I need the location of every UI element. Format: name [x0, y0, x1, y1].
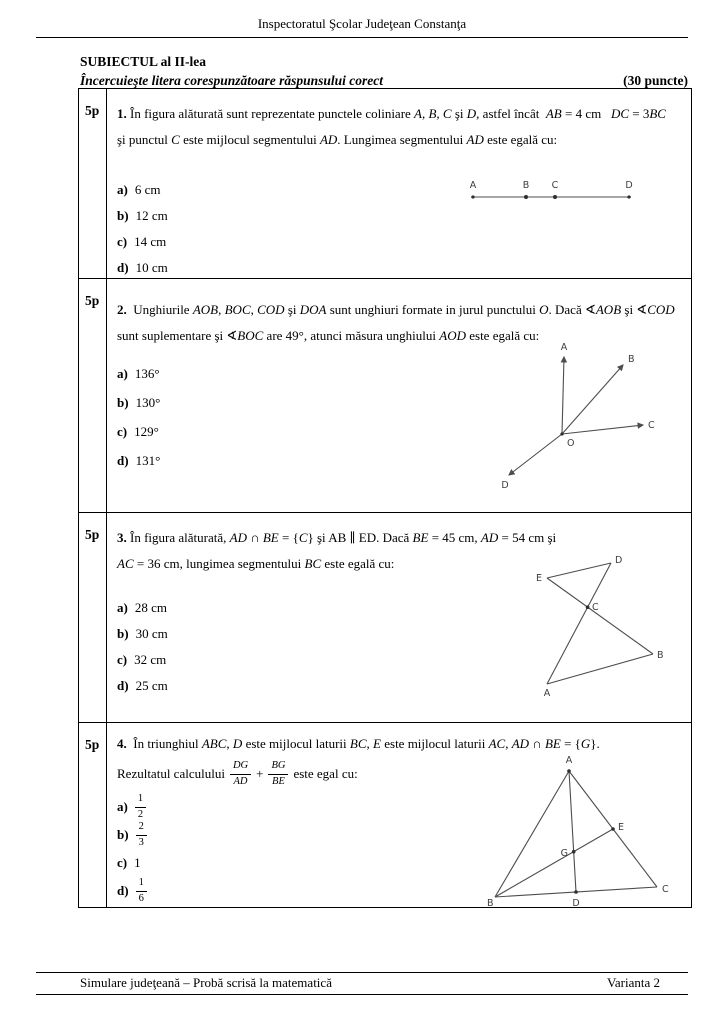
footer-exam-name: Simulare judeţeană – Probă scrisă la matematică	[80, 975, 332, 990]
fig4-label-e: E	[618, 822, 625, 833]
subject-points: (30 puncte)	[623, 73, 688, 88]
question-1-text-line-1: 1. În figura alăturată sunt reprezentate punctele coliniare A, B, C şi D, astfel încât AB = 4 cm DC = 3BC	[117, 106, 666, 121]
q4-fraction-2	[268, 760, 288, 787]
institution-name: Inspectoratul Şcolar Judeţean Constanţa	[257, 16, 467, 31]
figure-collinear-points	[465, 177, 637, 205]
fig2-label-c: C	[648, 420, 655, 431]
fig3-label-e: E	[535, 573, 542, 584]
fraction-numerator: 1	[136, 877, 147, 891]
question-4-text-line-1: 4. În triunghiul ABC, D este mijlocul laturii BC, E este mijlocul laturii AC, AD ∩ BE = {G}.	[117, 736, 600, 751]
fraction-numerator: 2	[136, 821, 147, 835]
option-label: d)	[117, 260, 129, 275]
fig2-label-o: O	[567, 438, 575, 449]
question-3-content	[107, 513, 691, 722]
question-2-row	[79, 279, 691, 513]
question-1-row	[79, 89, 691, 279]
fig4-label-d: D	[572, 898, 580, 909]
question-4-points: 5p	[79, 723, 107, 907]
fraction-numerator: DG	[230, 760, 251, 774]
q4-line2-prefix: Rezultatul calculului	[117, 766, 225, 781]
option-label: d)	[117, 678, 129, 693]
subject-block	[80, 54, 688, 89]
fig3-label-a: A	[543, 688, 551, 699]
option-value: 25 cm	[135, 678, 168, 693]
fraction-denominator: AD	[233, 775, 248, 787]
option-value: 12 cm	[135, 208, 168, 223]
document-header	[36, 16, 688, 38]
option-label: c)	[117, 652, 128, 667]
option-value: 28 cm	[134, 600, 167, 615]
fig3-label-c: C	[592, 602, 599, 613]
fig2-label-a: A	[560, 342, 568, 353]
option-label: a)	[117, 799, 128, 814]
option-value: 129°	[134, 424, 159, 439]
fraction-denominator: BE	[272, 775, 285, 787]
option-fraction	[136, 877, 147, 904]
question-3-row	[79, 513, 691, 723]
subject-title: SUBIECTUL al II-lea	[80, 54, 207, 69]
option-label: b)	[117, 827, 129, 842]
question-1-option-b	[117, 203, 687, 229]
footer-variant: Varianta 2	[606, 975, 660, 990]
q4-fraction-1	[230, 760, 251, 787]
fig4-label-c: C	[662, 884, 669, 895]
option-value: 6 cm	[134, 182, 161, 197]
option-value: 14 cm	[134, 234, 167, 249]
exam-table	[78, 88, 692, 908]
option-fraction	[135, 793, 146, 820]
fig1-label-b: B	[522, 180, 530, 191]
fraction-numerator: 1	[135, 793, 146, 807]
question-2-text-line-2: sunt suplementare şi ∢BOC are 49°, atunci măsura unghiului AOD este egală cu:	[117, 328, 540, 343]
fig4-label-b: B	[487, 898, 494, 909]
figure-angles-around-point	[497, 339, 662, 494]
question-2-points: 5p	[79, 279, 107, 512]
option-value: 30 cm	[135, 626, 168, 641]
option-label: c)	[117, 855, 128, 870]
question-4-row	[79, 723, 691, 907]
fig1-label-a: A	[469, 180, 477, 191]
q4-line2-suffix: este egal cu:	[293, 766, 358, 781]
fraction-denominator: 6	[138, 892, 144, 904]
fraction-denominator: 3	[138, 836, 144, 848]
option-value: 10 cm	[135, 260, 168, 275]
question-1-option-d	[117, 255, 687, 281]
fig4-label-a: A	[565, 755, 573, 766]
fig3-label-b: B	[657, 650, 664, 661]
document-footer	[36, 972, 688, 995]
option-label: c)	[117, 234, 128, 249]
fig2-label-b: B	[628, 354, 635, 365]
question-2-content	[107, 279, 691, 512]
option-label: a)	[117, 182, 128, 197]
figure-triangle-medians	[485, 755, 669, 909]
fig2-label-d: D	[501, 480, 509, 491]
question-1-text-line-2: şi punctul C este mijlocul segmentului AD. Lungimea segmentului AD este egală cu:	[117, 132, 558, 147]
fraction-numerator: BG	[268, 760, 288, 774]
option-value: 136°	[134, 366, 160, 381]
option-label: b)	[117, 626, 129, 641]
figure-intersecting-segments	[535, 553, 669, 701]
question-2-text-line-1: 2. Unghiurile AOB, BOC, COD şi DOA sunt unghiuri formate in jurul punctului O. Dacă ∢AOB şi ∢COD	[117, 302, 675, 317]
option-label: d)	[117, 883, 129, 898]
fig1-label-c: C	[551, 180, 559, 191]
fraction-denominator: 2	[137, 808, 144, 820]
option-value: 130°	[135, 395, 161, 410]
fig4-label-g: G	[560, 848, 568, 859]
option-label: d)	[117, 453, 129, 468]
option-value: 131°	[135, 453, 161, 468]
question-3-text-line-1: 3. În figura alăturată, AD ∩ BE = {C} şi AB ∥ ED. Dacă BE = 45 cm, AD = 54 cm şi	[117, 530, 557, 545]
option-label: a)	[117, 600, 128, 615]
option-fraction	[136, 821, 147, 848]
question-1-option-c	[117, 229, 687, 255]
question-3-text-line-2: AC = 36 cm, lungimea segmentului BC este egală cu:	[117, 556, 395, 571]
option-label: a)	[117, 366, 128, 381]
option-label: c)	[117, 424, 128, 439]
q4-line2-plus: +	[256, 766, 264, 781]
option-label: b)	[117, 395, 129, 410]
instruction-text: Încercuieşte litera corespunzătoare răspunsului corect	[80, 73, 384, 88]
fig3-label-d: D	[615, 555, 623, 566]
option-value: 1	[134, 855, 141, 870]
option-value: 32 cm	[134, 652, 167, 667]
fig1-label-d: D	[625, 180, 633, 191]
question-4-content	[107, 723, 691, 907]
instruction-row	[80, 73, 688, 89]
question-3-points: 5p	[79, 513, 107, 722]
option-label: b)	[117, 208, 129, 223]
question-1-points: 5p	[79, 89, 107, 278]
question-1-content	[107, 89, 691, 278]
